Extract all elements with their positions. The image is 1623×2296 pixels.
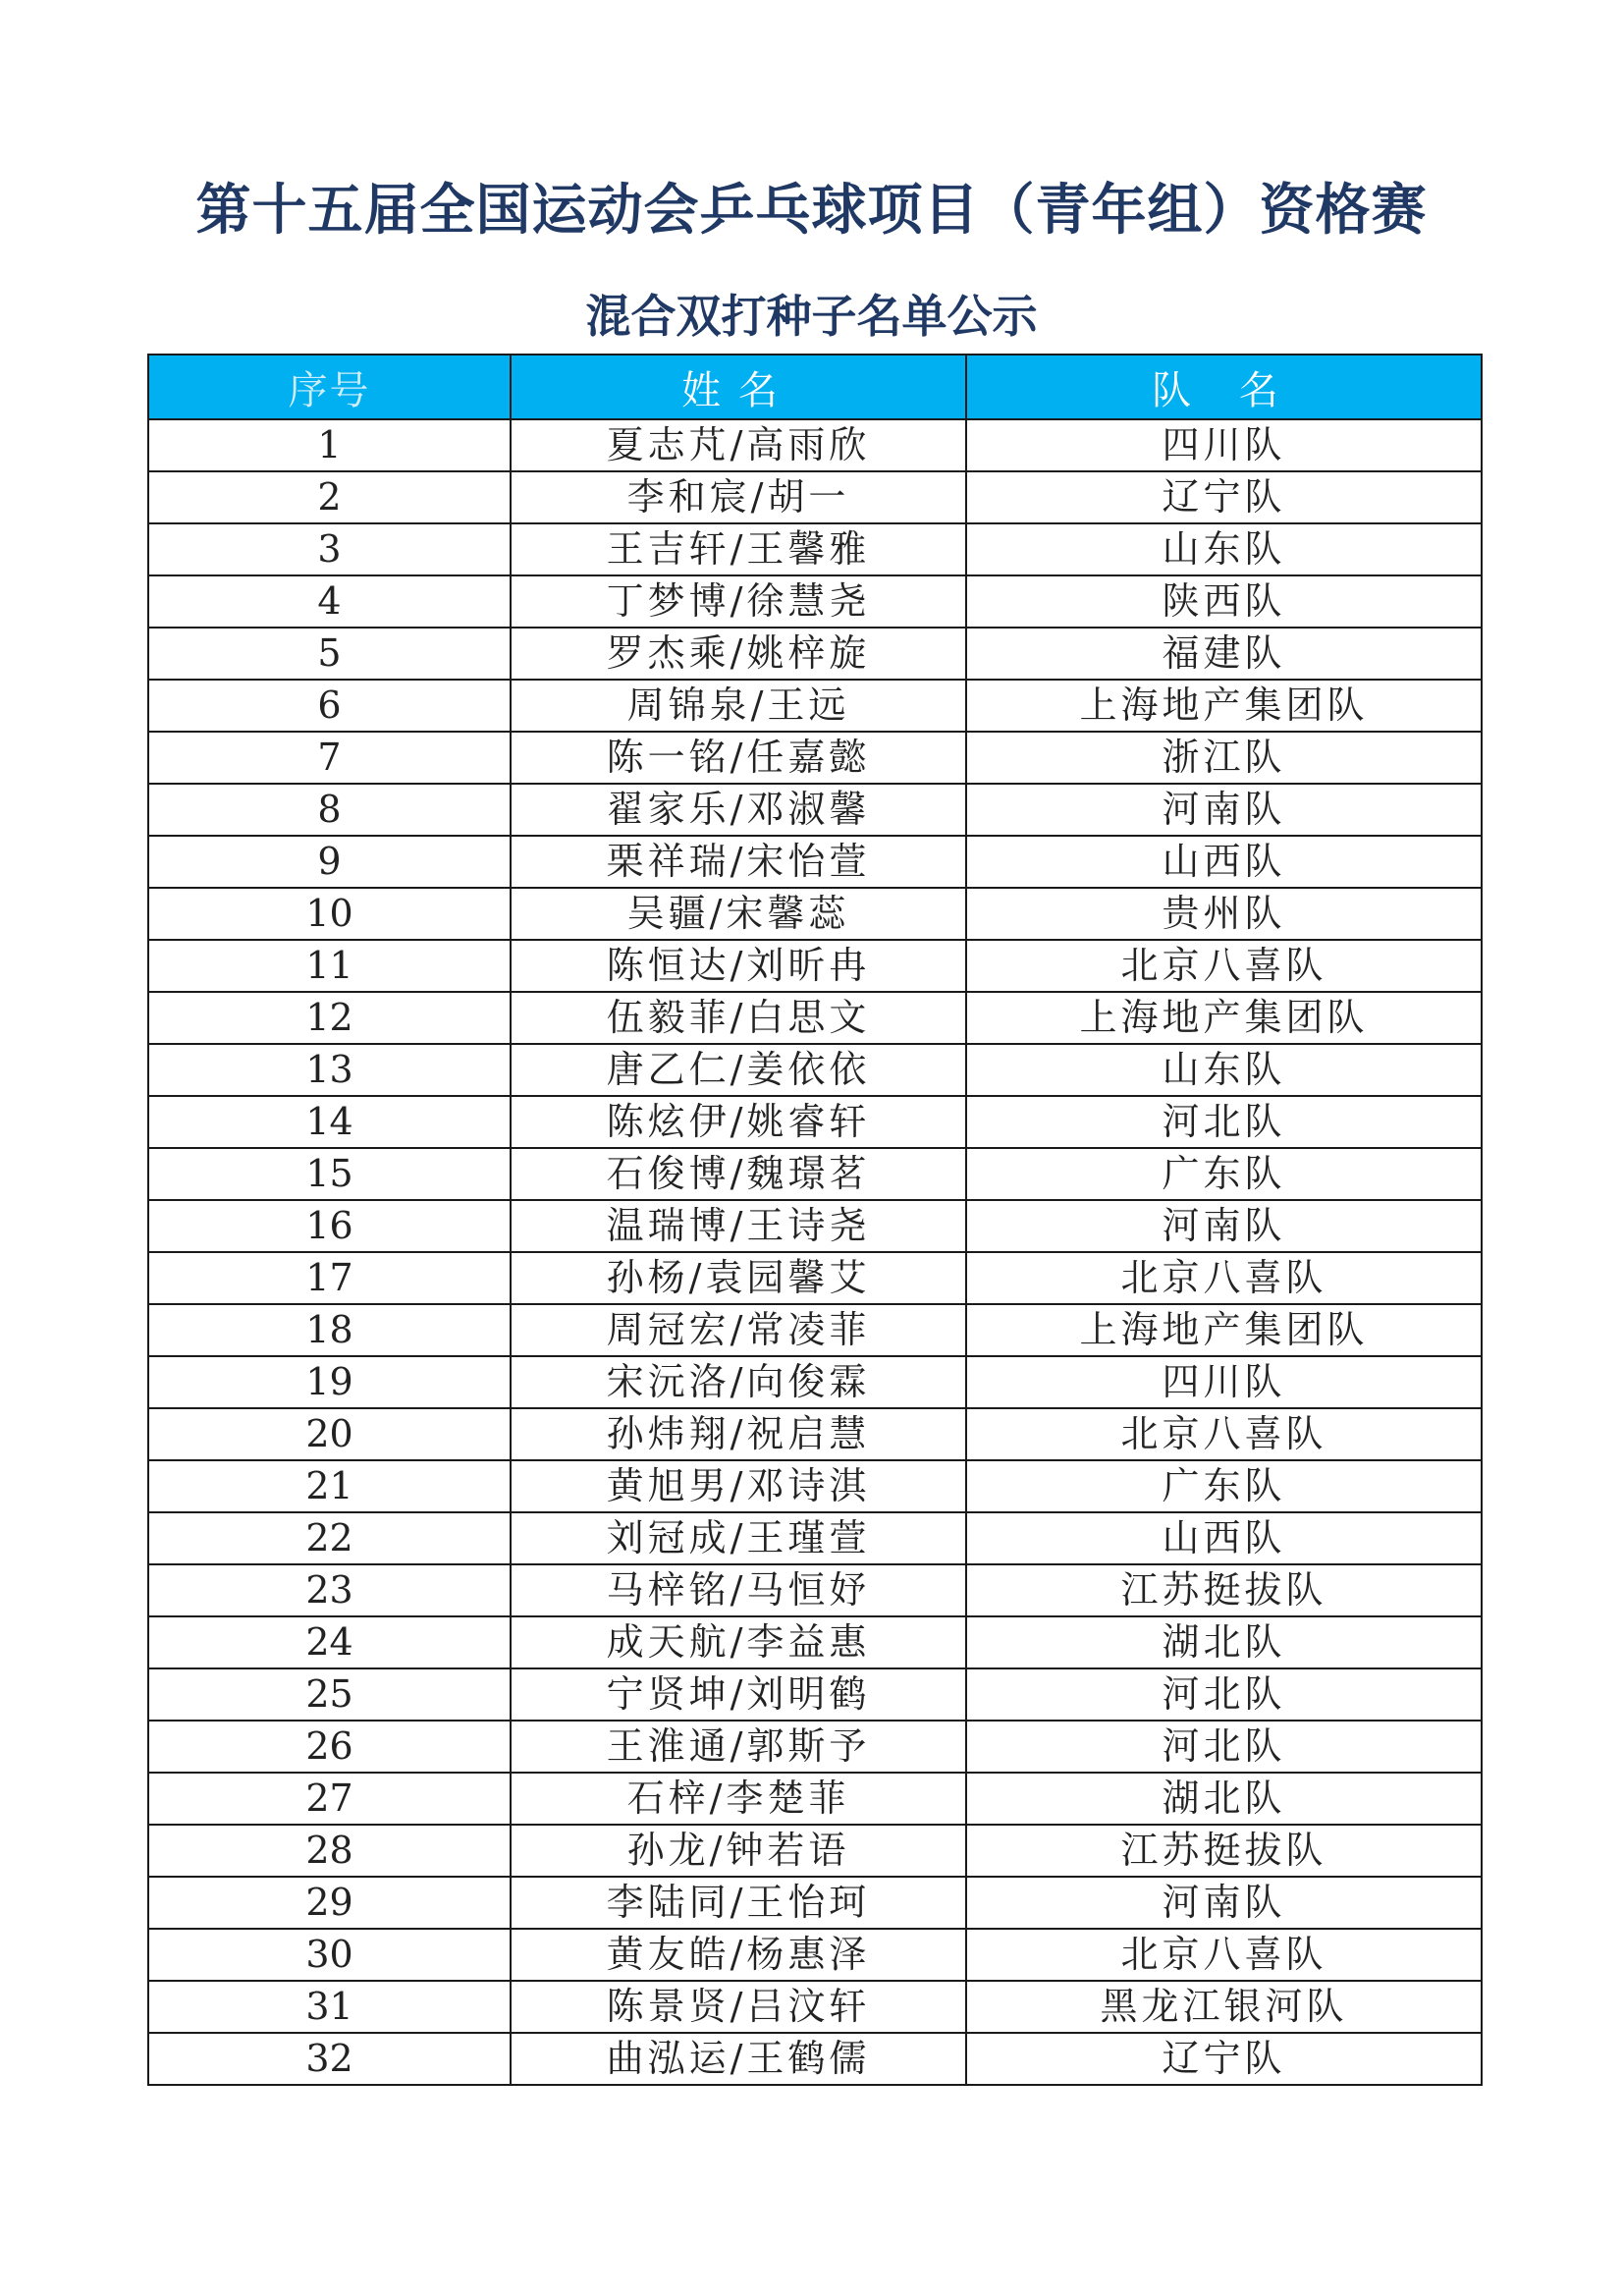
row-rank: 12 xyxy=(148,992,511,1044)
row-rank: 29 xyxy=(148,1877,511,1929)
table-row xyxy=(148,1877,1482,1929)
table-row xyxy=(148,680,1482,732)
table-row xyxy=(148,732,1482,784)
row-rank: 4 xyxy=(148,575,511,628)
row-team: 黑龙江银河队 xyxy=(966,1981,1482,2033)
table-row xyxy=(148,1668,1482,1721)
header-rank: 序号 xyxy=(148,355,511,419)
row-team: 辽宁队 xyxy=(966,471,1482,523)
row-name: 周冠宏/常凌菲 xyxy=(511,1304,966,1356)
row-rank: 17 xyxy=(148,1252,511,1304)
row-team: 湖北队 xyxy=(966,1773,1482,1825)
row-team: 北京八喜队 xyxy=(966,1929,1482,1981)
row-name: 周锦泉/王远 xyxy=(511,680,966,732)
row-team: 江苏挺拔队 xyxy=(966,1564,1482,1616)
row-team: 山西队 xyxy=(966,836,1482,888)
row-rank: 14 xyxy=(148,1096,511,1148)
row-team: 山东队 xyxy=(966,1044,1482,1096)
row-name: 石梓/李楚菲 xyxy=(511,1773,966,1825)
row-team: 上海地产集团队 xyxy=(966,992,1482,1044)
row-rank: 25 xyxy=(148,1668,511,1721)
table-row xyxy=(148,1200,1482,1252)
row-rank: 23 xyxy=(148,1564,511,1616)
table-row xyxy=(148,575,1482,628)
table-row xyxy=(148,1825,1482,1877)
row-rank: 20 xyxy=(148,1408,511,1460)
row-rank: 28 xyxy=(148,1825,511,1877)
page-title: 第十五届全国运动会乒乓球项目（青年组）资格赛 xyxy=(195,178,1428,243)
row-name: 陈一铭/任嘉懿 xyxy=(511,732,966,784)
row-name: 王淮通/郭斯予 xyxy=(511,1721,966,1773)
table-row xyxy=(148,940,1482,992)
row-name: 陈恒达/刘昕冉 xyxy=(511,940,966,992)
row-team: 北京八喜队 xyxy=(966,940,1482,992)
table-row xyxy=(148,1616,1482,1668)
page-subtitle: 混合双打种子名单公示 xyxy=(585,290,1038,343)
row-rank: 16 xyxy=(148,1200,511,1252)
table-row xyxy=(148,1929,1482,1981)
row-name: 黄旭男/邓诗淇 xyxy=(511,1460,966,1512)
row-rank: 2 xyxy=(148,471,511,523)
row-team: 江苏挺拔队 xyxy=(966,1825,1482,1877)
row-team: 上海地产集团队 xyxy=(966,1304,1482,1356)
row-rank: 27 xyxy=(148,1773,511,1825)
table-row xyxy=(148,1252,1482,1304)
row-name: 李陆同/王怡珂 xyxy=(511,1877,966,1929)
seed-table xyxy=(147,354,1483,2086)
row-name: 刘冠成/王瑾萱 xyxy=(511,1512,966,1564)
row-name: 马梓铭/马恒妤 xyxy=(511,1564,966,1616)
row-rank: 18 xyxy=(148,1304,511,1356)
row-name: 王吉轩/王馨雅 xyxy=(511,523,966,575)
row-name: 孙龙/钟若语 xyxy=(511,1825,966,1877)
row-rank: 24 xyxy=(148,1616,511,1668)
row-name: 丁梦博/徐慧尧 xyxy=(511,575,966,628)
table-row xyxy=(148,1981,1482,2033)
table-row xyxy=(148,1512,1482,1564)
table-row xyxy=(148,1044,1482,1096)
table-body xyxy=(148,419,1482,2085)
row-rank: 5 xyxy=(148,628,511,680)
row-team: 山东队 xyxy=(966,523,1482,575)
row-rank: 11 xyxy=(148,940,511,992)
row-team: 广东队 xyxy=(966,1148,1482,1200)
table-row xyxy=(148,523,1482,575)
row-team: 河南队 xyxy=(966,784,1482,836)
table-row xyxy=(148,784,1482,836)
table-row xyxy=(148,836,1482,888)
row-rank: 3 xyxy=(148,523,511,575)
row-name: 唐乙仁/姜依依 xyxy=(511,1044,966,1096)
table-row xyxy=(148,888,1482,940)
row-rank: 21 xyxy=(148,1460,511,1512)
row-team: 北京八喜队 xyxy=(966,1408,1482,1460)
row-rank: 26 xyxy=(148,1721,511,1773)
row-team: 湖北队 xyxy=(966,1616,1482,1668)
row-name: 石俊博/魏璟茗 xyxy=(511,1148,966,1200)
header-team: 队 名 xyxy=(966,355,1482,419)
row-team: 河南队 xyxy=(966,1877,1482,1929)
row-team: 河北队 xyxy=(966,1668,1482,1721)
table-row xyxy=(148,471,1482,523)
row-name: 宁贤坤/刘明鹤 xyxy=(511,1668,966,1721)
table-row xyxy=(148,1356,1482,1408)
row-name: 李和宸/胡一 xyxy=(511,471,966,523)
row-name: 栗祥瑞/宋怡萱 xyxy=(511,836,966,888)
row-team: 四川队 xyxy=(966,1356,1482,1408)
row-name: 罗杰乘/姚梓旋 xyxy=(511,628,966,680)
row-team: 陕西队 xyxy=(966,575,1482,628)
row-name: 黄友皓/杨惠泽 xyxy=(511,1929,966,1981)
row-name: 翟家乐/邓淑馨 xyxy=(511,784,966,836)
header-row xyxy=(148,355,1482,419)
row-name: 成天航/李益惠 xyxy=(511,1616,966,1668)
table-row xyxy=(148,1096,1482,1148)
row-name: 孙杨/袁园馨艾 xyxy=(511,1252,966,1304)
row-name: 曲泓运/王鹤儒 xyxy=(511,2033,966,2085)
row-team: 辽宁队 xyxy=(966,2033,1482,2085)
row-rank: 31 xyxy=(148,1981,511,2033)
table-row xyxy=(148,628,1482,680)
row-rank: 1 xyxy=(148,419,511,471)
table-row xyxy=(148,1460,1482,1512)
row-team: 山西队 xyxy=(966,1512,1482,1564)
row-name: 伍毅菲/白思文 xyxy=(511,992,966,1044)
row-team: 福建队 xyxy=(966,628,1482,680)
table-row xyxy=(148,1148,1482,1200)
row-name: 夏志芃/高雨欣 xyxy=(511,419,966,471)
row-team: 河北队 xyxy=(966,1721,1482,1773)
table-row xyxy=(148,1773,1482,1825)
row-name: 陈景贤/吕汶轩 xyxy=(511,1981,966,2033)
row-team: 上海地产集团队 xyxy=(966,680,1482,732)
row-name: 吴疆/宋馨蕊 xyxy=(511,888,966,940)
row-team: 广东队 xyxy=(966,1460,1482,1512)
table-row xyxy=(148,1304,1482,1356)
row-team: 河南队 xyxy=(966,1200,1482,1252)
row-rank: 8 xyxy=(148,784,511,836)
row-rank: 6 xyxy=(148,680,511,732)
row-team: 浙江队 xyxy=(966,732,1482,784)
row-name: 孙炜翔/祝启慧 xyxy=(511,1408,966,1460)
table-row xyxy=(148,419,1482,471)
row-name: 宋沅洛/向俊霖 xyxy=(511,1356,966,1408)
table-row xyxy=(148,1721,1482,1773)
row-team: 四川队 xyxy=(966,419,1482,471)
table-header xyxy=(148,355,1482,419)
row-rank: 13 xyxy=(148,1044,511,1096)
table-row xyxy=(148,992,1482,1044)
table-row xyxy=(148,2033,1482,2085)
row-rank: 30 xyxy=(148,1929,511,1981)
row-rank: 9 xyxy=(148,836,511,888)
row-name: 陈炫伊/姚睿轩 xyxy=(511,1096,966,1148)
row-rank: 22 xyxy=(148,1512,511,1564)
row-rank: 10 xyxy=(148,888,511,940)
row-rank: 19 xyxy=(148,1356,511,1408)
row-team: 河北队 xyxy=(966,1096,1482,1148)
row-team: 贵州队 xyxy=(966,888,1482,940)
row-team: 北京八喜队 xyxy=(966,1252,1482,1304)
row-rank: 15 xyxy=(148,1148,511,1200)
table-row xyxy=(148,1408,1482,1460)
row-name: 温瑞博/王诗尧 xyxy=(511,1200,966,1252)
row-rank: 7 xyxy=(148,732,511,784)
header-name: 姓名 xyxy=(511,355,966,419)
row-rank: 32 xyxy=(148,2033,511,2085)
table-row xyxy=(148,1564,1482,1616)
